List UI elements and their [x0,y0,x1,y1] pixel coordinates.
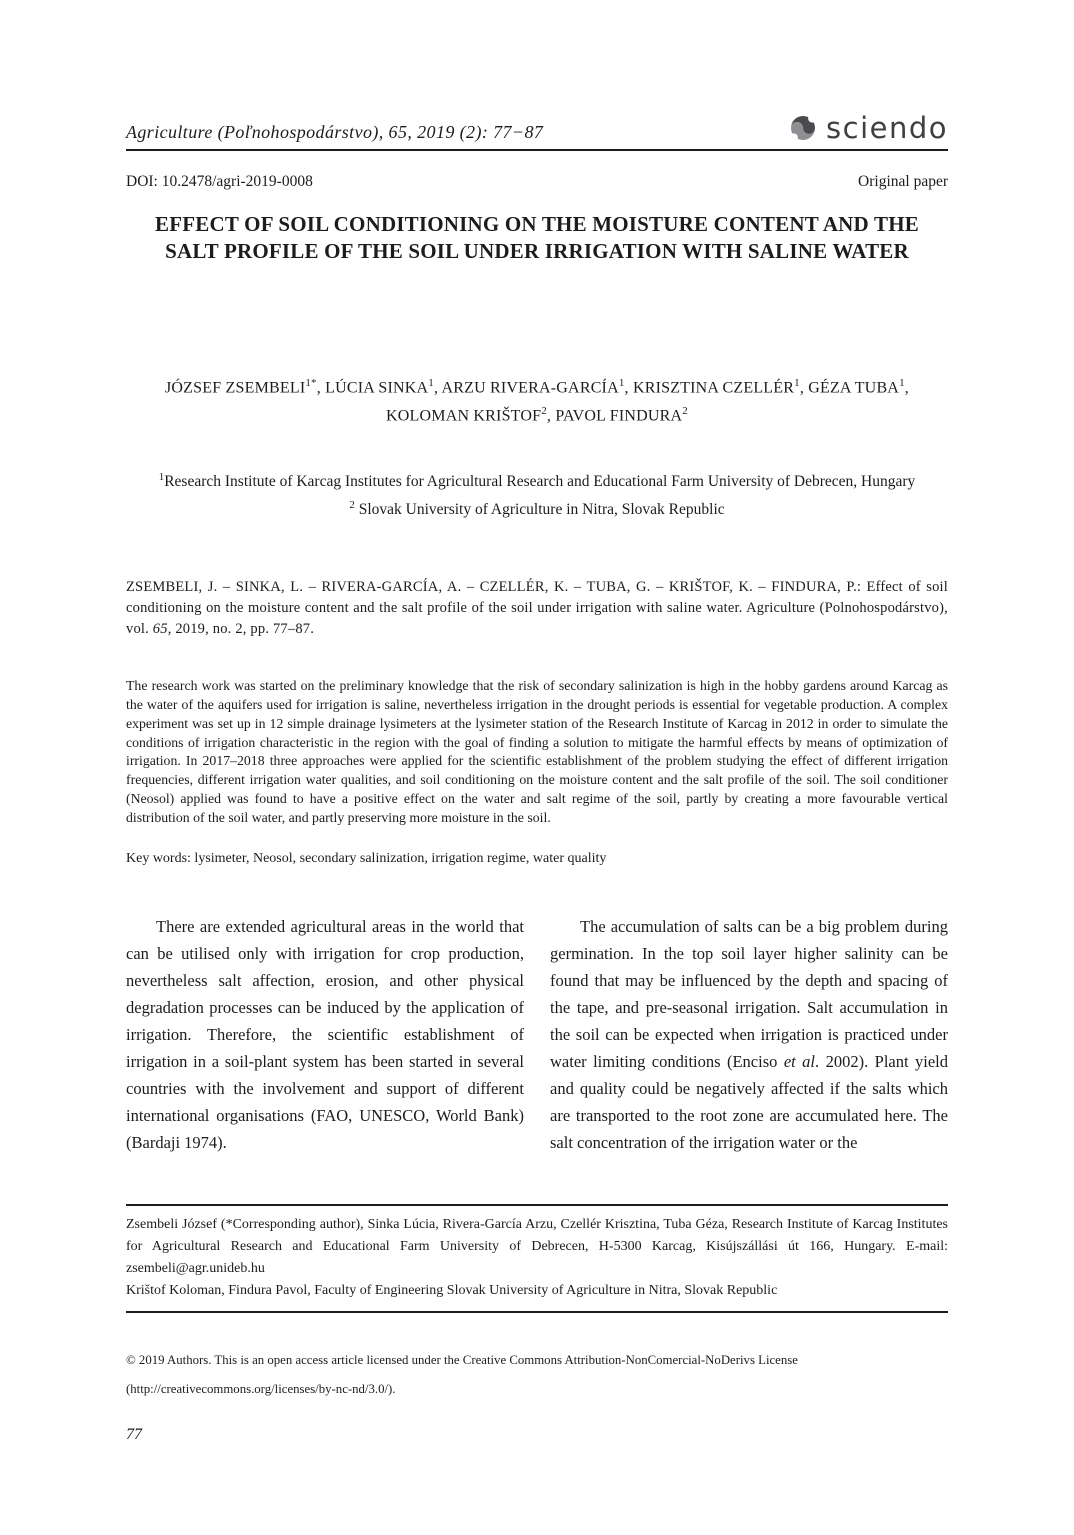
page-number: 77 [126,1425,142,1443]
author-name: , PAVOL FINDURA [546,407,683,425]
author-affiliation-sup: 2 [541,404,547,417]
doi-row [126,173,948,191]
author-affiliation-sup: 1* [305,376,317,389]
affiliation-text: Slovak University of Agriculture in Nitra, Slovak Republic [354,500,725,518]
citation-text: , 2019, no. 2, pp. 77–87. [167,620,315,637]
abstract: The research work was started on the preliminary knowledge that the risk of secondary salinization is high in the hobby gardens around Karcag as the water of the aquifers used for irrigation is saline, nevertheless irrigation in the drought periods is essential for vegetable production. A complex experiment was set up in 12 simple drainage lysimeters at the lysimeter station of the Research Institute of Karcag in 2012 in order to simulate the conditions of irrigation characteristic in the region with the goal of finding a solution to mitigate the harmful effects by means of optimization of irrigation. In 2017–2018 three approaches were applied for the scientific establishment of the problem studying the effect of different irrigation frequencies, different irrigation water qualities, and soil conditioning on the moisture content and the salt profile of the soil. The soil conditioner (Neosol) applied was found to have a positive effect on the water and salt regime of the soil, partly by creating a more favourable vertical distribution of the soil water, and partly preserving more moisture in the soil. [126,678,948,825]
author-affiliation-sup: 2 [682,404,688,417]
license-block [126,1351,948,1399]
doi-text: DOI: 10.2478/agri-2019-0008 [126,173,313,190]
keywords-text: : lysimeter, Neosol, secondary salinization, irrigation regime, water quality [187,851,607,867]
publisher-logo [788,112,948,144]
license-url: (http://creativecommons.org/licenses/by-nc-nd/3.0/). [126,1382,396,1397]
body-columns [126,913,948,1156]
paper-type-label: Original paper [858,173,948,190]
license-text: © 2019 Authors. This is an open access article licensed under the Creative Commons Attribution-NonComercial-NoDerivs License [126,1353,798,1368]
affiliation-sup: 1 [158,471,165,484]
body-text: . 2002). Plant yield and quality could be negatively affected if the salts which are transported to the root zone are accumulated here. The salt concentration of the irrigation water or the [550,1052,949,1153]
body-paragraph: There are extended agricultural areas in the world that can be utilised only with irrigation for crop production, nevertheless salt affection, erosion, and other physical degradation processes can be induced by the application of irrigation. Therefore, the scientific establishment of irrigation in a soil-plant system has been started in several countries with the involvement and support of different international organisations (FAO, UNESCO, World Bank) (Bardaji 1974). [126,917,524,1153]
page-title: EFFECT OF SOIL CONDITIONING ON THE MOISTURE CONTENT AND THE SALT PROFILE OF THE SOIL UNDER IRRIGATION WITH SALINE WATER [155,212,919,264]
et-al-italic: et al [783,1052,816,1072]
citation-block [126,577,948,640]
affiliation-text: Research Institute of Karcag Institutes for Agricultural Research and Educational Farm University of Debrecen, Hungary [164,473,916,491]
author-affiliation-sup: 1 [428,376,434,389]
right-column [550,913,948,1156]
journal-header [126,112,948,151]
citation-volume: 65 [152,620,168,637]
affiliations [126,468,948,523]
corresponding-author-block [126,1204,948,1313]
sciendo-s-icon [788,112,818,144]
authors-line [126,374,948,431]
left-column [126,913,524,1156]
body-text: The accumulation of salts can be a big problem during germination. In the top soil layer higher salinity can be found that may be influenced by the depth and spacing of the tape, and pre-seasonal irrigation. Salt accumulation in the soil can be expected when irrigation is practiced under water limiting conditions (Enciso [550,917,948,1072]
author-name: , ARZU RIVERA-GARCÍA [433,378,619,396]
author-name: , KOLOMAN KRIŠTOF [386,378,909,425]
author-affiliation-sup: 1 [794,376,800,389]
affiliation-sup: 2 [349,498,355,511]
journal-title: Agriculture (Poľnohospodárstvo), 65, 2019 (2): 77−87 [126,122,544,142]
author-affiliation-sup: 1 [899,376,905,389]
body-paragraph [550,913,948,1156]
author-name: , KRISZTINA CZELLÉR [624,378,795,396]
affiliation-1 [126,468,948,495]
corresponding-author-text: Zsembeli József (*Corresponding author), Sinka Lúcia, Rivera-García Arzu, Czellér Krisztina, Tuba Géza, Research Institute of Karcag Institutes for Agricultural Research and Educational Farm University of Debrecen, H-5300 Karcag, Kisújszállási út 166, Hungary. E-mail: zsembeli@agr.unideb.hu [126,1217,948,1276]
coauthor-affiliation-text: Krištof Koloman, Findura Pavol, Faculty of Engineering Slovak University of Agriculture in Nitra, Slovak Republic [126,1282,778,1298]
author-name: , GÉZA TUBA [799,378,900,396]
author-affiliation-sup: 1 [618,376,625,389]
citation-text: ZSEMBELI, J. – SINKA, L. – RIVERA-GARCÍA, A. – CZELLÉR, K. – TUBA, G. – KRIŠTOF, K. – FINDURA, P.: Effect of soil conditioning on the moisture content and the salt profile of the soil under irrigation with saline water. Agriculture (Polnohospodárstvo), vol. [126,578,948,637]
keywords-label: Key words [126,851,188,867]
sciendo-wordmark: sciendo [826,110,948,145]
author-name: JÓZSEF ZSEMBELI [165,378,306,396]
author-name: , LÚCIA SINKA [316,378,429,396]
affiliation-2 [126,496,948,523]
keywords-line [126,851,948,867]
